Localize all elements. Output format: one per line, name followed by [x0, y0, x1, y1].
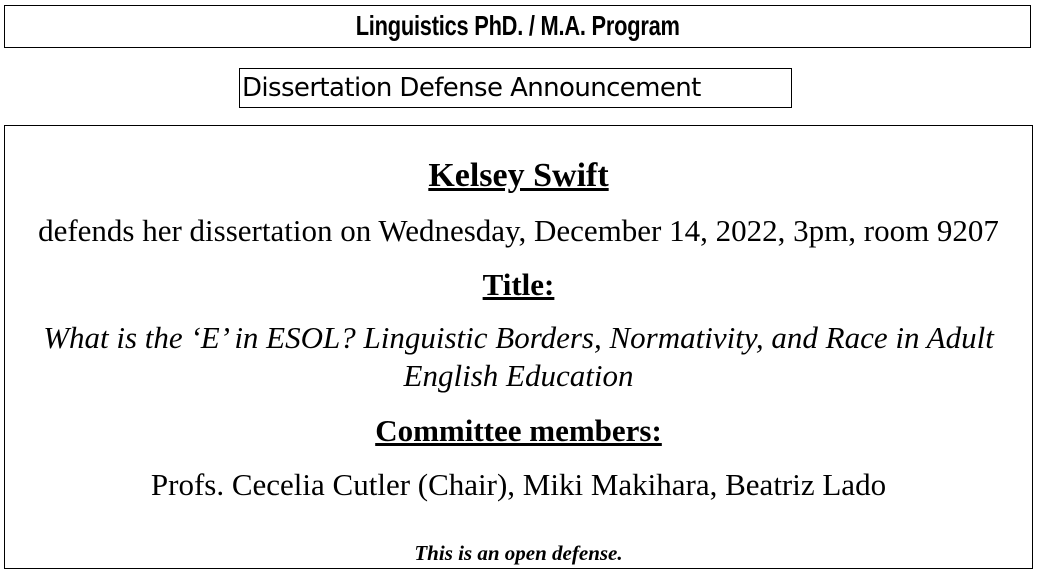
- announcement-body: [4, 125, 1033, 569]
- program-title: Linguistics PhD. / M.A. Program: [355, 10, 680, 41]
- candidate-name: Kelsey Swift: [428, 157, 609, 194]
- dissertation-title: What is the ‘E’ in ESOL? Linguistic Borders, Normativity, and Race in Adult English Education: [43, 320, 994, 393]
- program-header-box: [4, 5, 1031, 48]
- announcement-title: Dissertation Defense Announcement: [242, 73, 701, 103]
- open-defense-note: This is an open defense.: [414, 541, 623, 565]
- title-heading: Title:: [482, 267, 555, 302]
- announcement-header-box: [239, 68, 792, 108]
- defense-details: defends her dissertation on Wednesday, December 14, 2022, 3pm, room 9207: [38, 213, 999, 248]
- committee-members: Profs. Cecelia Cutler (Chair), Miki Makihara, Beatriz Lado: [150, 467, 887, 502]
- committee-heading: Committee members:: [375, 413, 662, 448]
